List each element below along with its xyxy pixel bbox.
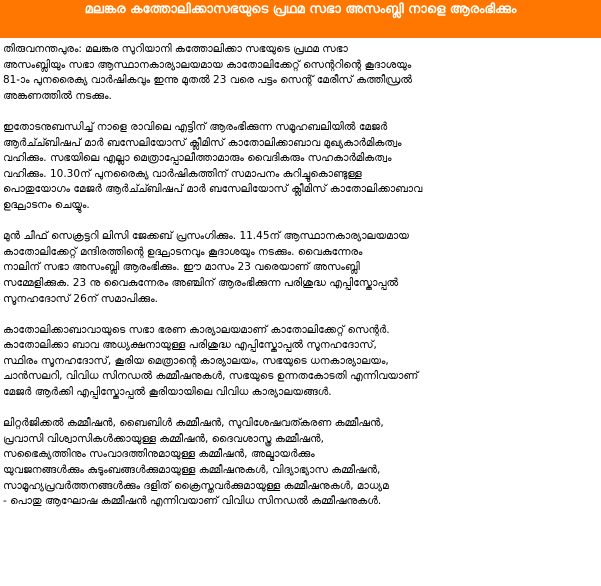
article-paragraph: മുൻ ചീഫ് സെക്രട്ടറി ലിസി ജേക്കബ് പ്രസംഗിക്കും. 11.45ന് ആസ്ഥാനകാര്യാലയമായ കാതോലിക്കേറ്റ് മന്ദിരത്തിന്റെ ഉദ്ഘാടനവും കൂദാശയും നടക്കും. വൈകുന്നേരം നാലിന് സഭാ അസംബ്ലി ആരംഭിക്കും. ഈ മാസം 23 വരെയാണ് അസംബ്ലി സമ്മേളിക്കുക. 23 നു വൈകുന്നേരം അഞ്ചിന് ആരംഭിക്കുന്ന പരിശുദ്ധ എപ്പിസ്കോപ്പൽ സൂനഹദോസ് 26ന് സമാപിക്കും.	[3, 230, 409, 305]
article-body	[0, 38, 601, 510]
headline-bar	[0, 0, 601, 38]
article-paragraph: ഇതോടനുബന്ധിച്ച് നാളെ രാവിലെ എട്ടിന് ആരംഭിക്കുന്ന സമൂഹബലിയിൽ മേജർ ആർച്ച്ബിഷപ് മാർ ബസേലിയോസ് ക്ലീമിസ് കാതോലിക്കാബാവ മുഖ്യകാർമികത്വം വഹിക്കും. സഭയിലെ എല്ലാ മെത്രാപ്പോലീത്താമാരും വൈദികരും സഹകാർമികത്വം വഹിക്കും. 10.30ന് പുനരൈക്യ വാർഷികത്തിന് സമാപനം കുറിച്ചുകൊണ്ടുള്ള പൊതുയോഗം മേജർ ആർച്ച്ബിഷപ് മാർ ബസേലിയോസ് ക്ലീമിസ് കാതോലിക്കാബാവ ഉദ്ഘാടനം ചെയ്യും.	[3, 120, 423, 211]
article-paragraph: തിരുവനന്തപുരം: മലങ്കര സുറിയാനി കത്തോലിക്കാ സഭയുടെ പ്രഥമ സഭാ അസംബ്ലിയും സഭാ ആസ്ഥാനകാര്യാലയമായ കാതോലിക്കേറ്റ് സെന്ററിന്റെ കൂദാശയും 81-ാം പുനരൈക്യ വാർഷികവും ഇന്നു മുതൽ 23 വരെ പട്ടം സെന്റ് മേരീസ് കത്തീഡ്രൽ അങ്കണത്തിൽ നടക്കും.	[3, 43, 413, 102]
headline-text: മലങ്കര കത്തോലിക്കാസഭയുടെ പ്രഥമ സഭാ അസംബ്ലി നാളെ ആരംഭിക്കും	[84, 2, 517, 17]
article-paragraph: കാതോലിക്കാബാവായുടെ സഭാ ഭരണ കാര്യാലയമാണ് കാതോലിക്കേറ്റ് സെന്റർ. കാതോലിക്കാ ബാവ അധ്യക്ഷനായുള്ള പരിശുദ്ധ എപ്പിസ്കോപ്പൽ സൂനഹദോസ്, സ്ഥിരം സൂനഹദോസ്, കൂരിയ മെത്രാന്റെ കാര്യാലയം, സഭയുടെ ധനകാര്യാലയം, ചാൻസലറി, വിവിധ സിനഡൽ കമ്മീഷനുകൾ, സഭയുടെ ഉന്നതകോടതി എന്നിവയാണ് മേജർ ആർക്കി എപ്പിസ്കോപ്പൽ കൂരിയായിലെ വിവിധ കാര്യാലയങ്ങൾ.	[3, 323, 419, 399]
article-paragraph: ലിറ്റർജിക്കൽ കമ്മീഷൻ, ബൈബിൾ കമ്മീഷൻ, സുവിശേഷവത്കരണ കമ്മീഷൻ, പ്രവാസി വിശ്വാസികൾക്കായുള്ള കമ്മീഷൻ, ദൈവശാസ്ത്ര കമ്മീഷൻ, സഭൈക്യത്തിനും സംവാദത്തിനുമായുള്ള കമ്മീഷൻ, അല്മായർക്കും യുവജനങ്ങൾക്കും കുടുംബങ്ങൾക്കുമായുള്ള കമ്മീഷനുകൾ, വിദ്യാഭ്യാസ കമ്മീഷൻ, സാമൂഹ്യപ്രവർത്തനങ്ങൾക്കും ദളിത് ക്രൈസ്തവർക്കുമായുള്ള കമ്മീഷനുകൾ, മാധ്യമ - പൊതു ആഘോഷ കമ്മീഷൻ എന്നിവയാണ് വിവിധ സിനഡൽ കമ്മീഷനുകൾ.	[3, 417, 389, 508]
